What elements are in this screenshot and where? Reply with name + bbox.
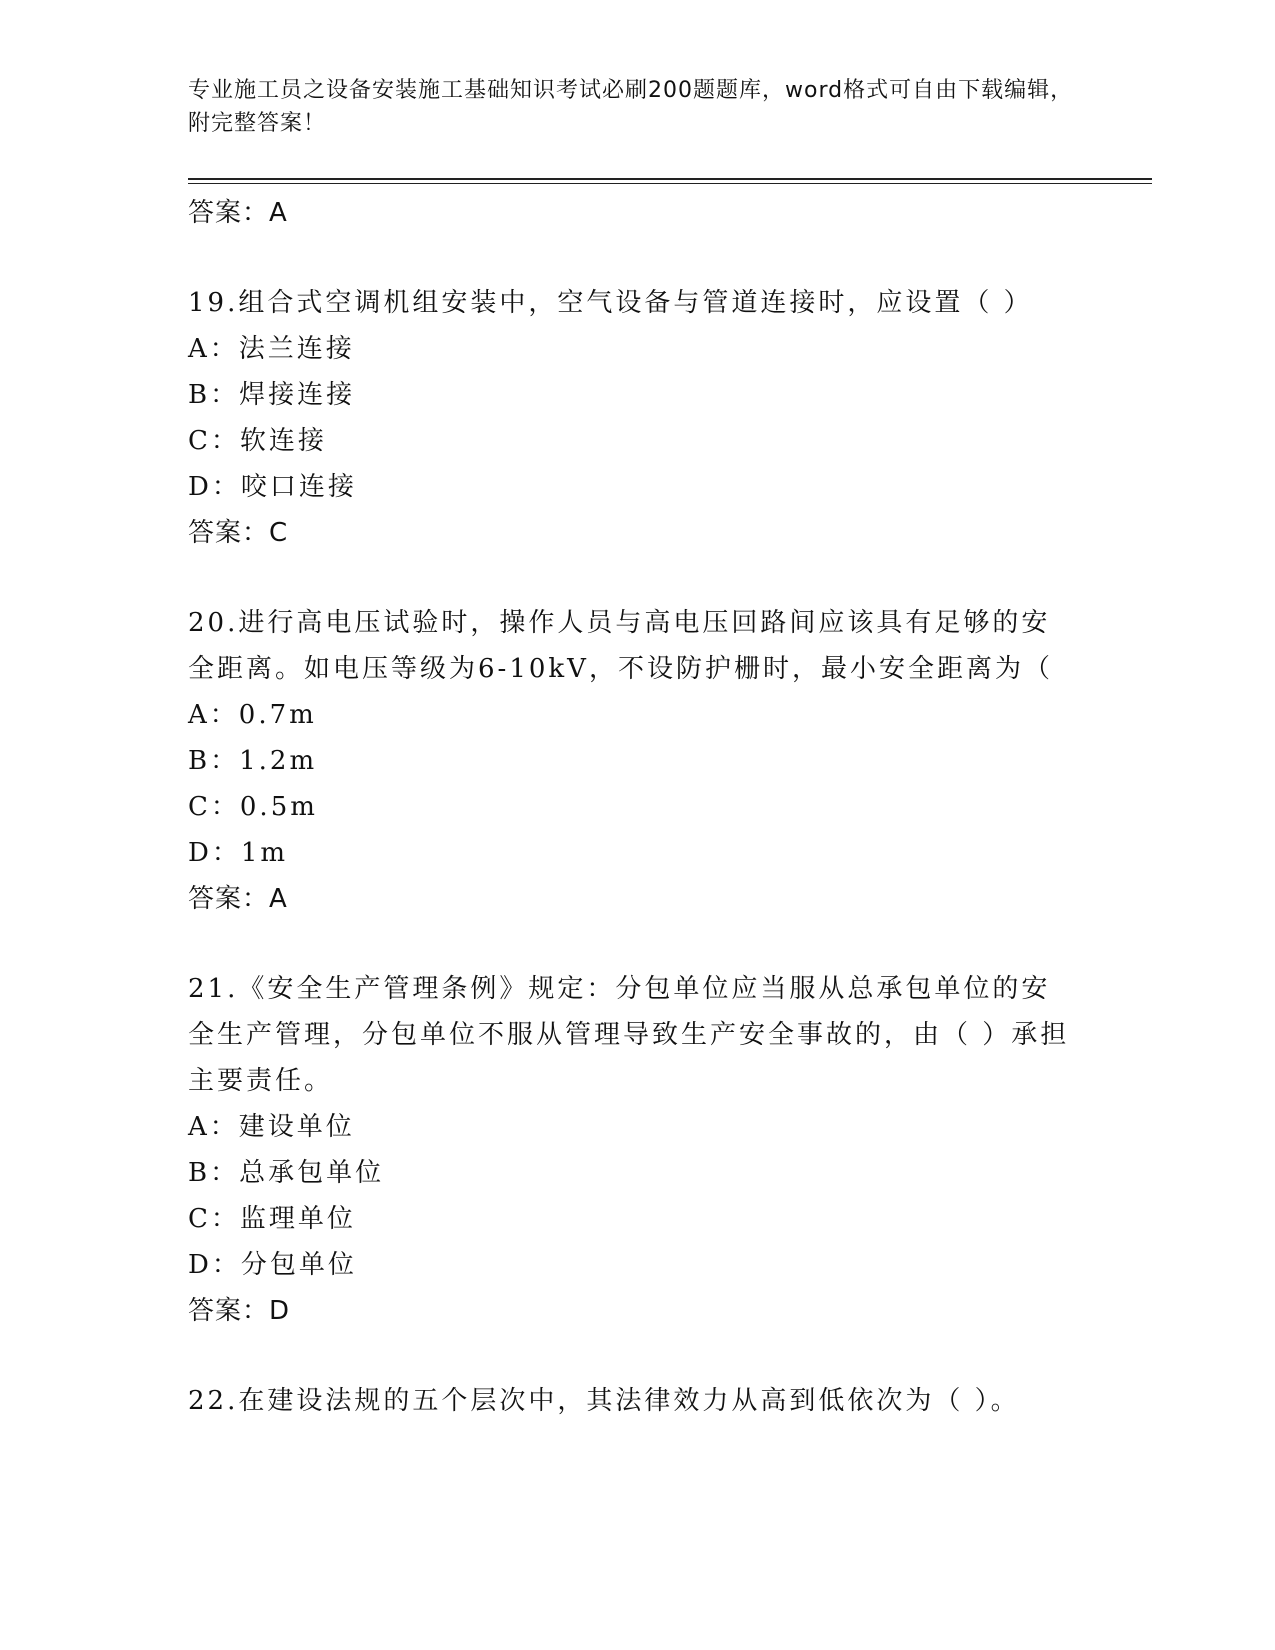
question-21: 21.《安全生产管理条例》规定：分包单位应当服从总承包单位的安全生产管理，分包单位不服从管理导致生产安全事故的，由（ ）承担主要责任。 bbox=[188, 974, 1070, 1096]
question-22: 22.在建设法规的五个层次中，其法律效力从高到低依次为（ ）。 bbox=[188, 1386, 1020, 1416]
option-19-a: A：法兰连接 bbox=[188, 334, 355, 364]
question-19: 19.组合式空调机组安装中，空气设备与管道连接时，应设置（ ） bbox=[188, 288, 1033, 318]
header-divider-thick bbox=[188, 178, 1152, 180]
spacer bbox=[188, 556, 1078, 600]
spacer bbox=[188, 236, 1078, 280]
option-21-d: D：分包单位 bbox=[188, 1250, 357, 1280]
option-21-a: A：建设单位 bbox=[188, 1112, 355, 1142]
option-20-d: D：1m bbox=[188, 838, 289, 868]
option-20-a: A：0.7m bbox=[188, 700, 317, 730]
option-19-b: B：焊接连接 bbox=[188, 380, 356, 410]
option-20-b: B：1.2m bbox=[188, 746, 318, 776]
option-19-d: D：咬口连接 bbox=[188, 472, 357, 502]
header-divider-thin bbox=[188, 183, 1152, 184]
answer-q18: 答案：A bbox=[188, 198, 288, 228]
spacer bbox=[188, 1334, 1078, 1378]
question-20: 20.进行高电压试验时，操作人员与高电压回路间应该具有足够的安全距离。如电压等级为6-10kV，不设防护栅时，最小安全距离为（ bbox=[188, 608, 1053, 684]
answer-q19: 答案：C bbox=[188, 518, 289, 548]
answer-q21: 答案：D bbox=[188, 1296, 291, 1326]
option-21-c: C：监理单位 bbox=[188, 1204, 356, 1234]
option-20-c: C：0.5m bbox=[188, 792, 318, 822]
spacer bbox=[188, 922, 1078, 966]
option-21-b: B：总承包单位 bbox=[188, 1158, 385, 1188]
document-header: 专业施工员之设备安装施工基础知识考试必刷200题题库，word格式可自由下载编辑，附完整答案！ bbox=[188, 78, 1074, 136]
document-body bbox=[188, 190, 1078, 1424]
option-19-c: C：软连接 bbox=[188, 426, 327, 456]
answer-q20: 答案：A bbox=[188, 884, 288, 914]
